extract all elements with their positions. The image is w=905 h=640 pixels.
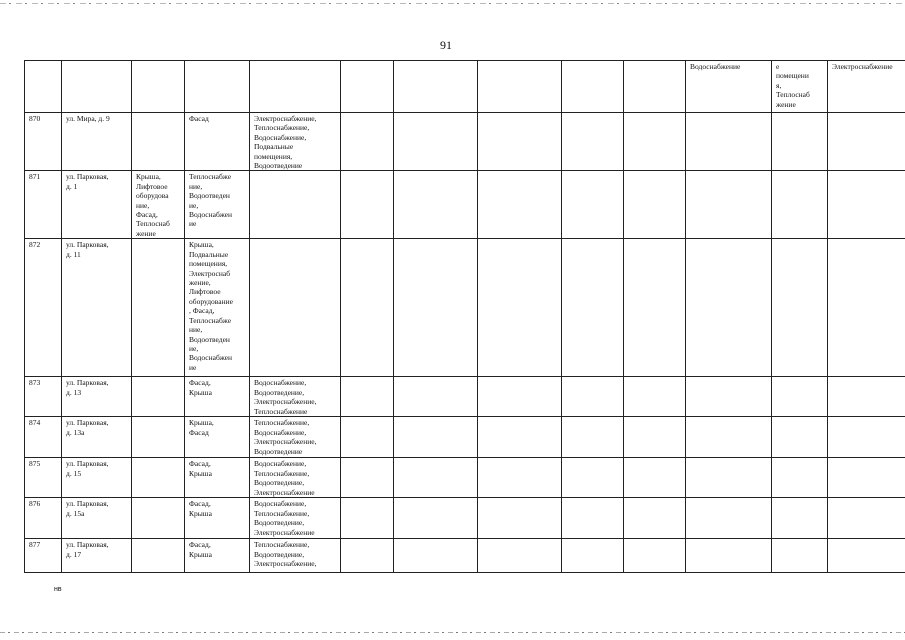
empty-cell (341, 498, 394, 539)
header-cell (62, 61, 132, 113)
empty-cell (772, 377, 828, 417)
empty-cell (624, 458, 686, 498)
empty-cell (828, 539, 905, 573)
empty-cell (341, 458, 394, 498)
works-cell: Фасад, Крыша (185, 498, 250, 539)
empty-cell (828, 113, 905, 171)
empty-cell (478, 171, 562, 239)
works-cell (132, 113, 185, 171)
row-number: 873 (25, 377, 62, 417)
header-cell (250, 61, 341, 113)
empty-cell (686, 498, 772, 539)
works-cell (250, 171, 341, 239)
works-cell (132, 498, 185, 539)
header-cell (185, 61, 250, 113)
works-cell: Фасад, Крыша (185, 539, 250, 573)
empty-cell (772, 417, 828, 458)
header-cell (341, 61, 394, 113)
row-number: 877 (25, 539, 62, 573)
empty-cell (686, 458, 772, 498)
empty-cell (394, 539, 478, 573)
header-cell: Водоснабжение (686, 61, 772, 113)
empty-cell (624, 539, 686, 573)
header-cell: Электроснабжение (828, 61, 905, 113)
empty-cell (686, 239, 772, 377)
table-row (25, 498, 905, 539)
header-cell (132, 61, 185, 113)
schedule-table (24, 60, 905, 573)
table-row (25, 171, 905, 239)
empty-cell (562, 239, 624, 377)
empty-cell (562, 417, 624, 458)
row-number: 872 (25, 239, 62, 377)
table-header-row (25, 61, 905, 113)
page-number: 91 (440, 38, 452, 52)
empty-cell (394, 458, 478, 498)
works-cell (132, 458, 185, 498)
empty-cell (478, 113, 562, 171)
empty-cell (772, 458, 828, 498)
empty-cell (828, 377, 905, 417)
empty-cell (624, 113, 686, 171)
empty-cell (341, 417, 394, 458)
header-cell (25, 61, 62, 113)
empty-cell (562, 113, 624, 171)
empty-cell (624, 498, 686, 539)
row-number: 875 (25, 458, 62, 498)
address-cell: ул. Парковая, д. 17 (62, 539, 132, 573)
works-cell: Теплоснабжение, Водоотведение, Электроснабжение, (250, 539, 341, 573)
address-cell: ул. Парковая, д. 1 (62, 171, 132, 239)
address-cell: ул. Парковая, д. 13 (62, 377, 132, 417)
works-cell: Фасад (185, 113, 250, 171)
address-cell: ул. Парковая, д. 11 (62, 239, 132, 377)
empty-cell (478, 539, 562, 573)
empty-cell (341, 113, 394, 171)
empty-cell (624, 171, 686, 239)
header-cell: е помещени я, Теплоснаб жение (772, 61, 828, 113)
address-cell: ул. Парковая, д. 13а (62, 417, 132, 458)
header-cell (624, 61, 686, 113)
works-cell: Фасад, Крыша (185, 458, 250, 498)
works-cell (132, 539, 185, 573)
empty-cell (772, 171, 828, 239)
header-cell (562, 61, 624, 113)
empty-cell (341, 539, 394, 573)
works-cell: Теплоснабжение, Водоснабжение, Электроснабжение, Водоотведение (250, 417, 341, 458)
works-cell: Крыша, Подвальные помещения, Электроснаб жение, Лифтовое оборудование , Фасад, Теплоснабже ние, Водоотведен ие, Водоснабжен ие (185, 239, 250, 377)
empty-cell (394, 417, 478, 458)
empty-cell (686, 539, 772, 573)
empty-cell (624, 239, 686, 377)
empty-cell (772, 498, 828, 539)
empty-cell (772, 539, 828, 573)
table-row (25, 239, 905, 377)
empty-cell (828, 171, 905, 239)
address-cell: ул. Парковая, д. 15 (62, 458, 132, 498)
empty-cell (394, 113, 478, 171)
empty-cell (624, 377, 686, 417)
empty-cell (624, 417, 686, 458)
empty-cell (772, 113, 828, 171)
empty-cell (686, 417, 772, 458)
empty-cell (562, 458, 624, 498)
empty-cell (394, 171, 478, 239)
header-cell (394, 61, 478, 113)
empty-cell (394, 377, 478, 417)
row-number: 870 (25, 113, 62, 171)
empty-cell (341, 171, 394, 239)
empty-cell (562, 171, 624, 239)
row-number: 876 (25, 498, 62, 539)
empty-cell (478, 417, 562, 458)
works-cell (132, 239, 185, 377)
scan-edge-top (0, 3, 905, 4)
header-cell (478, 61, 562, 113)
empty-cell (478, 239, 562, 377)
table-row (25, 458, 905, 498)
empty-cell (828, 417, 905, 458)
empty-cell (686, 171, 772, 239)
address-cell: ул. Парковая, д. 15а (62, 498, 132, 539)
works-cell: Теплоснабже ние, Водоотведен ие, Водоснабжен ие (185, 171, 250, 239)
table-row (25, 417, 905, 458)
empty-cell (478, 458, 562, 498)
works-cell (132, 377, 185, 417)
empty-cell (562, 377, 624, 417)
scan-edge-bottom (0, 632, 905, 633)
works-cell: Фасад, Крыша (185, 377, 250, 417)
empty-cell (478, 377, 562, 417)
table-row (25, 113, 905, 171)
table-row (25, 539, 905, 573)
row-number: 874 (25, 417, 62, 458)
works-cell (132, 417, 185, 458)
empty-cell (341, 377, 394, 417)
empty-cell (686, 377, 772, 417)
empty-cell (828, 239, 905, 377)
works-cell: Водоснабжение, Теплоснабжение, Водоотведение, Электроснабжение (250, 498, 341, 539)
empty-cell (478, 498, 562, 539)
empty-cell (828, 498, 905, 539)
works-cell: Водоснабжение, Теплоснабжение, Водоотведение, Электроснабжение (250, 458, 341, 498)
address-cell: ул. Мира, д. 9 (62, 113, 132, 171)
empty-cell (394, 498, 478, 539)
footer-mark: нв (54, 586, 62, 593)
works-cell: Крыша, Фасад (185, 417, 250, 458)
works-cell: Водоснабжение, Водоотведение, Электроснабжение, Теплоснабжение (250, 377, 341, 417)
works-cell: Крыша, Лифтовое оборудова ние, Фасад, Теплоснаб жение (132, 171, 185, 239)
empty-cell (562, 498, 624, 539)
empty-cell (341, 239, 394, 377)
empty-cell (562, 539, 624, 573)
works-cell (250, 239, 341, 377)
empty-cell (772, 239, 828, 377)
row-number: 871 (25, 171, 62, 239)
empty-cell (394, 239, 478, 377)
empty-cell (828, 458, 905, 498)
table-row (25, 377, 905, 417)
works-cell: Электроснабжение, Теплоснабжение, Водоснабжение, Подвальные помещения, Водоотведение (250, 113, 341, 171)
empty-cell (686, 113, 772, 171)
